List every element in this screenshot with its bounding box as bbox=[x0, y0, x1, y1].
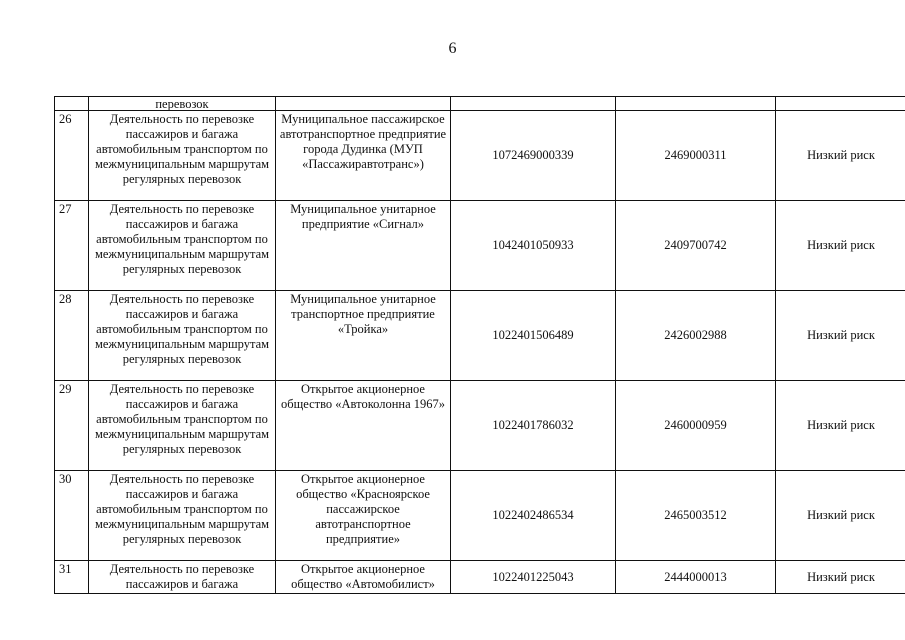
cell-risk: Низкий риск bbox=[776, 201, 905, 291]
cell-activity: Деятельность по перевозке пассажиров и багажа автомобильным транспортом по межмуниципальным маршрутам регулярных перевозок bbox=[89, 471, 276, 561]
table-row bbox=[55, 291, 905, 381]
cell-organization: Муниципальное пассажирское автотранспортное предприятие города Дудинка (МУП «Пассажиравтотранс») bbox=[276, 111, 451, 201]
cell-risk: Низкий риск bbox=[776, 111, 905, 201]
cell-ogrn bbox=[451, 97, 616, 111]
cell-ogrn: 1022402486534 bbox=[451, 471, 616, 561]
table-row bbox=[55, 111, 905, 201]
cell-ogrn: 1042401050933 bbox=[451, 201, 616, 291]
cell-activity: Деятельность по перевозке пассажиров и багажа автомобильным транспортом по межмуниципальным маршрутам регулярных перевозок bbox=[89, 291, 276, 381]
cell-risk: Низкий риск bbox=[776, 381, 905, 471]
page-number: 6 bbox=[448, 40, 457, 57]
cell-organization bbox=[276, 97, 451, 111]
cell-num: 27 bbox=[55, 201, 89, 291]
cell-ogrn: 1022401506489 bbox=[451, 291, 616, 381]
cell-inn: 2460000959 bbox=[616, 381, 776, 471]
cell-num: 28 bbox=[55, 291, 89, 381]
table-row-continuation bbox=[55, 97, 905, 111]
cell-num: 29 bbox=[55, 381, 89, 471]
cell-ogrn: 1022401225043 bbox=[451, 561, 616, 594]
cell-risk: Низкий риск bbox=[776, 561, 905, 594]
cell-activity: перевозок bbox=[89, 97, 276, 111]
cell-activity: Деятельность по перевозке пассажиров и багажа bbox=[89, 561, 276, 594]
table-row bbox=[55, 381, 905, 471]
cell-organization: Открытое акционерное общество «Автомобилист» bbox=[276, 561, 451, 594]
cell-organization: Муниципальное унитарное транспортное предприятие «Тройка» bbox=[276, 291, 451, 381]
cell-organization: Открытое акционерное общество «Красноярское пассажирское автотранспортное предприятие» bbox=[276, 471, 451, 561]
cell-inn: 2465003512 bbox=[616, 471, 776, 561]
table-row bbox=[55, 471, 905, 561]
cell-inn: 2409700742 bbox=[616, 201, 776, 291]
cell-num: 31 bbox=[55, 561, 89, 594]
cell-inn: 2469000311 bbox=[616, 111, 776, 201]
cell-inn: 2444000013 bbox=[616, 561, 776, 594]
cell-num: 26 bbox=[55, 111, 89, 201]
cell-num: 30 bbox=[55, 471, 89, 561]
cell-num bbox=[55, 97, 89, 111]
cell-ogrn: 1072469000339 bbox=[451, 111, 616, 201]
cell-inn bbox=[616, 97, 776, 111]
table-row bbox=[55, 561, 905, 594]
cell-organization: Муниципальное унитарное предприятие «Сигнал» bbox=[276, 201, 451, 291]
table-row bbox=[55, 201, 905, 291]
cell-activity: Деятельность по перевозке пассажиров и багажа автомобильным транспортом по межмуниципальным маршрутам регулярных перевозок bbox=[89, 201, 276, 291]
cell-organization: Открытое акционерное общество «Автоколонна 1967» bbox=[276, 381, 451, 471]
cell-risk bbox=[776, 97, 905, 111]
cell-inn: 2426002988 bbox=[616, 291, 776, 381]
registry-table bbox=[54, 96, 905, 594]
cell-ogrn: 1022401786032 bbox=[451, 381, 616, 471]
cell-risk: Низкий риск bbox=[776, 471, 905, 561]
cell-risk: Низкий риск bbox=[776, 291, 905, 381]
cell-activity: Деятельность по перевозке пассажиров и багажа автомобильным транспортом по межмуниципальным маршрутам регулярных перевозок bbox=[89, 111, 276, 201]
cell-activity: Деятельность по перевозке пассажиров и багажа автомобильным транспортом по межмуниципальным маршрутам регулярных перевозок bbox=[89, 381, 276, 471]
